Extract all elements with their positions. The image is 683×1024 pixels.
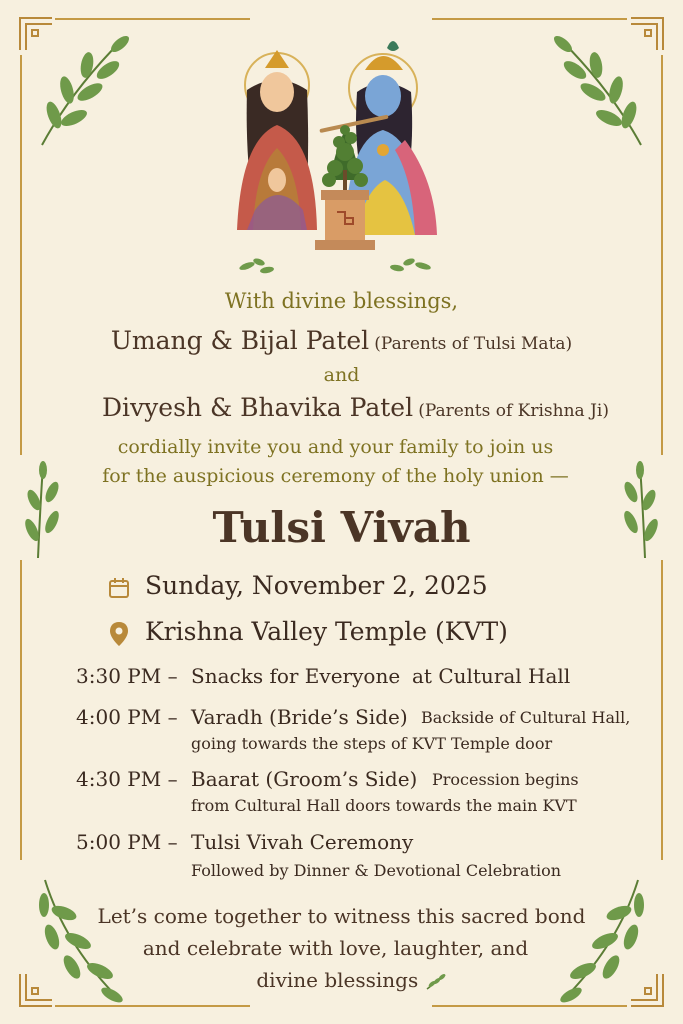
family-2-line	[0, 393, 683, 422]
blessing-line: With divine blessings,	[224, 289, 459, 313]
schedule-time-2: 4:00 PM –	[76, 705, 178, 729]
schedule-event-1: Snacks for Everyone	[191, 664, 401, 688]
frame-right-lower	[661, 560, 663, 860]
family-1-names: Umang & Bijal Patel	[110, 326, 370, 355]
family-1-role: (Parents of Tulsi Mata)	[374, 334, 573, 354]
schedule-detail-3b: from Cultural Hall doors towards the main KVT	[191, 796, 577, 815]
family-2-names: Divyesh & Bhavika Patel	[102, 393, 414, 422]
schedule-event-2: Varadh (Bride’s Side)	[191, 705, 408, 729]
schedule-event-4: Tulsi Vivah Ceremony	[191, 830, 414, 854]
schedule-detail-2b: going towards the steps of KVT Temple door	[191, 734, 553, 753]
schedule-detail-4b: Followed by Dinner & Devotional Celebration	[191, 861, 562, 880]
location-pin-icon	[109, 621, 129, 647]
leaf-sprig-icon	[32, 30, 132, 150]
schedule-time-1: 3:30 PM –	[76, 664, 178, 688]
closing-line-3: divine blessings	[256, 968, 419, 992]
closing-line-3-wrap	[10, 968, 683, 992]
frame-top-right	[432, 18, 627, 20]
schedule-detail-1: at Cultural Hall	[412, 664, 571, 688]
frame-top-left	[55, 18, 250, 20]
closing-line-1: Let’s come together to witness this sacred bond	[97, 904, 586, 928]
event-title: Tulsi Vivah	[212, 503, 471, 552]
invite-line-2: for the auspicious ceremony of the holy union —	[102, 465, 569, 487]
frame-bottom-left	[55, 1005, 250, 1007]
leaf-icon	[425, 973, 447, 991]
leaf-sprig-icon	[551, 30, 651, 150]
event-date: Sunday, November 2, 2025	[145, 571, 488, 600]
family-2-role: (Parents of Krishna Ji)	[418, 401, 609, 421]
closing-line-2: and celebrate with love, laughter, and	[142, 936, 529, 960]
family-1-line	[0, 326, 683, 355]
schedule-time-4: 5:00 PM –	[76, 830, 178, 854]
schedule-detail-2: Backside of Cultural Hall,	[421, 708, 631, 727]
connector-and: and	[323, 364, 360, 386]
schedule-event-3: Baarat (Groom’s Side)	[191, 767, 418, 791]
schedule-detail-3: Procession begins	[432, 770, 579, 789]
event-venue: Krishna Valley Temple (KVT)	[145, 617, 508, 646]
schedule-time-3: 4:30 PM –	[76, 767, 178, 791]
frame-left-lower	[20, 560, 22, 860]
frame-bottom-right	[432, 1005, 627, 1007]
calendar-icon	[108, 577, 130, 599]
invite-line-1: cordially invite you and your family to join us	[117, 436, 554, 458]
tulsi-krishna-illustration	[225, 30, 460, 280]
